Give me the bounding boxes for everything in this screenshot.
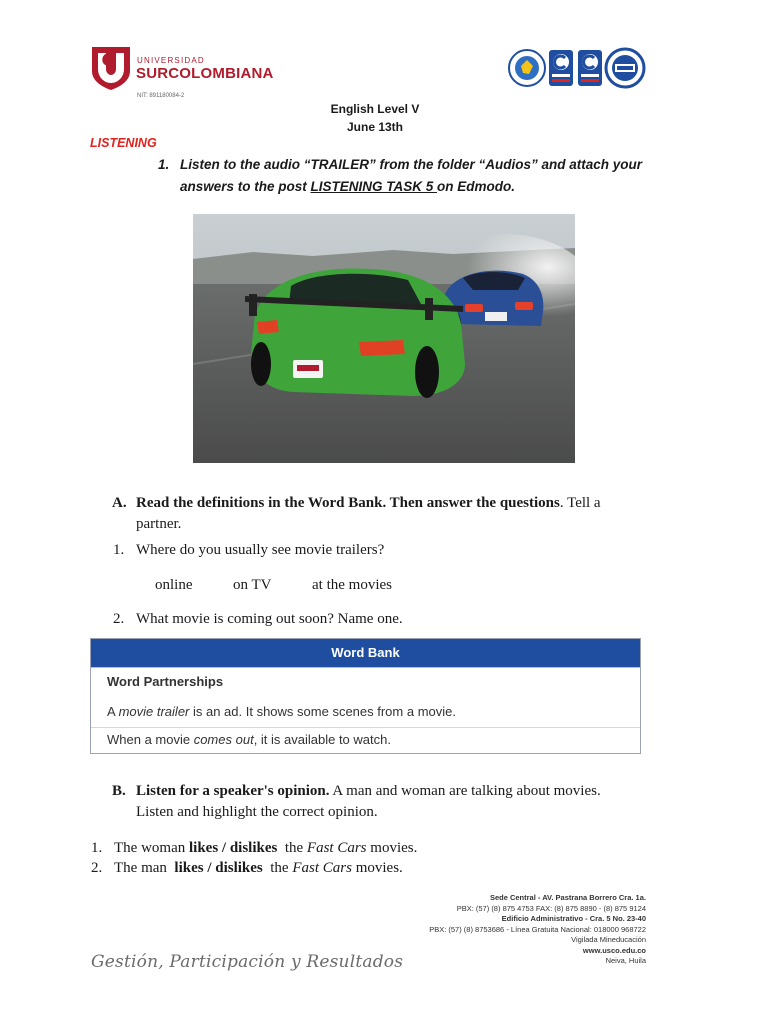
- nit-number: NIT: 891180084-2: [137, 93, 185, 99]
- definition-1-post: is an ad. It shows some scenes from a movie.: [189, 704, 456, 719]
- item-1-choice[interactable]: likes / dislikes: [188, 840, 278, 856]
- answer-options: [155, 577, 392, 594]
- term-movie-trailer: movie trailer: [118, 704, 190, 719]
- instruction-text-b: answers to the post: [180, 179, 311, 194]
- word-bank-divider: [91, 727, 640, 728]
- option-on-tv: on TV: [233, 577, 272, 593]
- option-online: online: [155, 577, 193, 593]
- footer-website: www.usco.edu.co: [582, 945, 646, 955]
- university-label-small: UNIVERSIDAD: [137, 56, 205, 65]
- definition-2-post: , it is available to watch.: [253, 732, 391, 747]
- item-1-number: 1.: [91, 840, 103, 856]
- footer-motto: Gestión, Participación y Resultados: [91, 952, 404, 972]
- listening-instruction: [158, 154, 678, 198]
- section-label-listening: LISTENING: [90, 136, 157, 150]
- racing-cars-photo: [193, 214, 575, 463]
- colombia-seal-icon: [507, 46, 547, 90]
- section-b: [112, 781, 657, 823]
- question-1-number: 1.: [113, 542, 125, 558]
- word-bank-definition-1: [107, 704, 456, 719]
- footer-line-3: Edificio Administrativo - Cra. 5 No. 23-40: [501, 914, 646, 923]
- footer-address: [380, 893, 646, 967]
- instruction-text-c: on Edmodo.: [437, 179, 516, 194]
- item-2-mid: the: [262, 860, 293, 876]
- item-2-post: movies.: [351, 860, 403, 876]
- item-1-pre: The woman: [114, 840, 189, 856]
- question-2: [113, 611, 403, 628]
- term-comes-out: comes out: [193, 732, 254, 747]
- section-a-letter: A.: [112, 495, 127, 511]
- iqnet-icon: [604, 46, 644, 90]
- item-2-pre: The man: [114, 860, 175, 876]
- footer-line-1: Sede Central - AV. Pastrana Borrero Cra. 1a.: [489, 893, 646, 902]
- university-logo-icon: [90, 45, 132, 91]
- option-at-the-movies: at the movies: [312, 577, 392, 593]
- question-1: [113, 542, 384, 559]
- question-2-text: What movie is coming out soon? Name one.: [136, 611, 403, 627]
- word-bank-subheading: Word Partnerships: [107, 674, 224, 689]
- definition-2-pre: When a movie: [107, 732, 194, 747]
- section-a-text-2: partner.: [136, 516, 182, 532]
- footer-line-4: PBX: (57) (8) 8753686 - Línea Gratuita Nacional: 018000 968722: [429, 924, 646, 934]
- item-1-post: movies.: [366, 840, 418, 856]
- item-2-title: Fast Cars: [292, 860, 352, 876]
- instruction-number: 1.: [158, 157, 170, 172]
- footer-line-2: PBX: (57) (8) 875 4753 FAX: (8) 875 8890 - (8) 875 9124: [456, 903, 646, 913]
- word-bank-definition-2: [107, 732, 391, 747]
- document-date: June 13th: [346, 120, 403, 134]
- opinion-item-2: [91, 860, 403, 877]
- section-a-text-1: . Tell a: [559, 495, 601, 511]
- item-2-choice[interactable]: likes / dislikes: [174, 860, 263, 876]
- document-title: [300, 100, 450, 136]
- section-b-letter: B.: [112, 783, 126, 799]
- question-2-number: 2.: [113, 611, 125, 627]
- listening-task-link[interactable]: LISTENING TASK 5: [310, 179, 438, 194]
- word-bank-box: [90, 638, 641, 754]
- question-1-text: Where do you usually see movie trailers?: [136, 542, 385, 558]
- definition-1-pre: A: [107, 704, 119, 719]
- section-a-heading: Read the definitions in the Word Bank. Then answer the questions: [136, 495, 560, 511]
- course-title: English Level V: [330, 102, 420, 116]
- instruction-text-a: Listen to the audio “TRAILER” from the folder “Audios” and attach your: [180, 157, 643, 172]
- item-1-title: Fast Cars: [306, 840, 367, 856]
- section-b-text-1: A man and woman are talking about movies.: [329, 783, 601, 799]
- university-name: SURCOLOMBIANA: [136, 65, 274, 82]
- opinion-item-1: [91, 840, 417, 857]
- section-b-text-2: Listen and highlight the correct opinion.: [136, 804, 378, 820]
- section-b-heading: Listen for a speaker's opinion.: [136, 783, 330, 799]
- footer-city: Neiva, Huila: [605, 956, 646, 965]
- section-a: [112, 493, 657, 535]
- word-bank-header: Word Bank: [91, 639, 640, 668]
- footer-line-5: Vigilada Mineducación: [571, 935, 646, 944]
- item-1-mid: the: [277, 840, 307, 856]
- item-2-number: 2.: [91, 860, 103, 876]
